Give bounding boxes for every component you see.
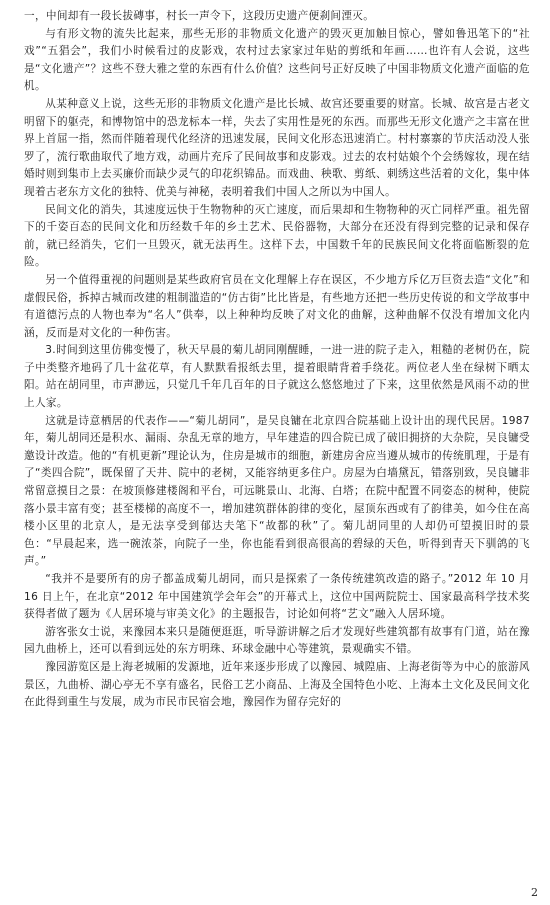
paragraph-2: 与有形文物的流失比起来，那些无形的非物质文化遗产的毁灭更加触目惊心，譬如鲁迅笔下的“社戏”“五猖会”，我们小时候看过的皮影戏，农村过去家家过年贴的剪纸和年画……也许有人会说，这些是“文化遗产”？这些不登大雅之堂的东西有什么价值？这些问号正好反映了中国非物质文化遗产面临的危机。 [24,27,530,93]
paragraph-6: 3.时间到这里仿佛变慢了，秋天早晨的菊儿胡同刚醒睡，一进一进的院子走入，粗糙的老树仍在，院子中类整齐地码了几十盆花草，有人默默看报纸去里，提着眼睛背着手绕花。两位老人坐在绿树下晒太阳。站在胡同里，市声渺远，只觉几千年几百年的日子就这么悠悠地过了下来，这里依然是风雨不动的世上人家。 [24,344,530,410]
paragraph-1: 一，中间却有一段长拔磚事，村长一声令下，这段历史遗产便刹间湮灭。 [24,10,375,22]
document-page [24,8,530,712]
paragraph-9: 游客张女士说，来豫园本来只是随便逛逛，听导游讲解之后才发现好些建筑都有故事有门道，站在豫园九曲桥上，还可以看到远处的东方明珠、环球金融中心等建筑，景观确实不错。 [24,625,530,656]
page-number: 2 [531,886,538,899]
paragraph-5: 另一个值得重视的问题则是某些政府官员在文化理解上存在误区，不少地方斥亿万巨资去造“文化”和虚假民俗，拆掉古城而改建的粗制滥造的“仿古街”比比皆是，有些地方还把一些历史传说的和文学故事中有道德污点的人物也奉为“名人”供奉，以上种种均反映了对文化的曲解，这种曲解不仅没有增加文化内涵，反而是对文化的一种伤害。 [24,273,530,339]
paragraph-10: 豫园游览区是上海老城厢的发源地，近年来逐步形成了以豫园、城隍庙、上海老街等为中心的旅游风景区，九曲桥、湖心亭无不享有盛名，民俗工艺小商品、上海及全国特色小吃、上海本土文化及民间文化在此得到重生与发展，成为市民市民宿会地，豫园作为留存完好的 [24,660,530,709]
paragraph-3: 从某种意义上说，这些无形的非物质文化遗产是比长城、故宫还要重要的财富。长城、故宫是古老文明留下的躯壳，和博物馆中的恐龙标本一样，失去了实用性是死的东西。而那些无形文化遗产之丰富在世界上首屈一指，然而伴随着现代化经济的迅速发展，民间文化形态迅速消亡。村村寨寨的节庆活动没人张罗了，流行歌曲取代了地方戏，动画片充斥了民间故事和皮影戏。过去的农村姑娘个个会绣嫁妆，现在结婚时则到集市上去买廉价而缺少灵气的印花织锦品。而戏曲、秧歌、剪纸、刺绣这些活着的文化，集中体现着古老东方文化的独特、优美与神秘，表明着我们中国人之所以为中国人。 [24,97,530,198]
paragraph-4: 民间文化的消失，其速度远快于生物物种的灭亡速度，而后果却和生物物种的灭亡同样严重。祖先留下的千姿百态的民间文化和历经数千年的乡土艺术、民俗器物，大部分在还没有得到完整的记录和保存前，就已经消失，它们一旦毁灭，就无法再生。这样下去，中国数千年的民族民间文化将面临断裂的危险。 [24,203,530,269]
paragraph-8: “我并不是要所有的房子都盖成菊儿胡同，而只是探索了一条传统建筑改造的路子。”2012 年 10 月 16 日上午，在北京“2012 年中国建筑学会年会”的开幕式上，这位中国两院院士、国家最高科学技术奖获得者做了题为《人居环境与审美文化》的主题报告，讨论如何将“艺文”融入人居环境。 [24,573,530,621]
paragraph-7: 这就是诗意栖居的代表作——“菊儿胡同”，是吴良镛在北京四合院基础上设计出的现代民居。1987 年，菊儿胡同还是积水、漏雨、杂乱无章的地方，早年建造的四合院已成了破旧拥挤的大杂院，吴良镛受邀设计改造。他的“有机更新”理论认为，住房是城市的细胞，新建房舍应当遵从城市的传统肌理，于是有了“类四合院”，既保留了天井、院中的老树，又能容纳更多住户。房屋为白墙黛瓦，错落别致，吴良镛非常留意摸目之景：在坡顶修建楼阁和平台，可远眺景山、北海、白塔；在院中配置不同姿态的树种，使院落小景丰富有变；甚至楼梯的高度不一，增加建筑群体韵律的变化，屋顶东西或有了韵律美，如今住在高楼小区里的北京人，是无法享受到郁达夫笔下“故都的秋”了。菊儿胡同里的人却仍可望摸旧时的景色：“早晨起来，选一碗浓茶，向院子一坐，你也能看到很高很高的碧绿的天色，听得到青天下驯鸽的飞声。” [24,414,530,568]
